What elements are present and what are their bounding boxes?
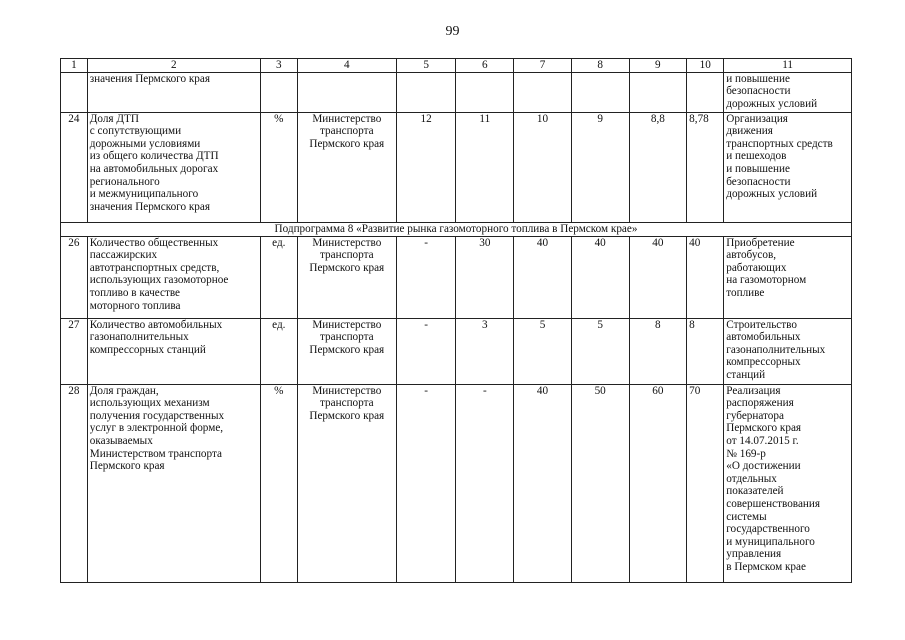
measure-cell: Приобретение автобусов, работающих на газомоторном топливе <box>724 236 852 318</box>
measure-cell: и повышение безопасности дорожных условий <box>724 72 852 112</box>
value-2021: 8,78 <box>687 112 724 222</box>
table-row <box>61 384 852 582</box>
row-number <box>61 72 88 112</box>
value-2018 <box>514 72 572 112</box>
indicator-name: Доля ДТП с сопутствующими дорожными условиями из общего количества ДТП на автомобильных дорогах регионального и межмуниципального значения Пермского края <box>87 112 260 222</box>
measure-cell: Строительство автомобильных газонаполнительных компрессорных станций <box>724 318 852 384</box>
value-2020: 8,8 <box>629 112 687 222</box>
subprogram-row <box>61 222 852 236</box>
value-2021: 8 <box>687 318 724 384</box>
value-2021: 40 <box>687 236 724 318</box>
unit-cell: % <box>260 384 297 582</box>
value-2017: 30 <box>456 236 514 318</box>
table-row <box>61 112 852 222</box>
value-2019: 40 <box>571 236 629 318</box>
column-header-7: 7 <box>514 59 572 73</box>
value-2017 <box>456 72 514 112</box>
indicator-name: Количество автомобильных газонаполнительных компрессорных станций <box>87 318 260 384</box>
responsible-cell <box>297 72 396 112</box>
value-2018: 5 <box>514 318 572 384</box>
value-2017: 3 <box>456 318 514 384</box>
measure-cell: Реализация распоряжения губернатора Пермского края от 14.07.2015 г. № 169-р «О достижении отдельных показателей совершенствования системы государственного и муниципального управления в Пермском крае <box>724 384 852 582</box>
value-2020: 8 <box>629 318 687 384</box>
subprogram-title: Подпрограмма 8 «Развитие рынка газомоторного топлива в Пермском крае» <box>61 222 852 236</box>
value-2017: 11 <box>456 112 514 222</box>
unit-cell <box>260 72 297 112</box>
value-2017: - <box>456 384 514 582</box>
value-2020 <box>629 72 687 112</box>
value-2019: 5 <box>571 318 629 384</box>
value-2016: - <box>396 236 456 318</box>
unit-cell: ед. <box>260 318 297 384</box>
value-2016 <box>396 72 456 112</box>
row-number: 28 <box>61 384 88 582</box>
value-2018: 40 <box>514 236 572 318</box>
value-2021: 70 <box>687 384 724 582</box>
value-2019: 50 <box>571 384 629 582</box>
responsible-cell: Министерство транспорта Пермского края <box>297 384 396 582</box>
column-header-4: 4 <box>297 59 396 73</box>
indicator-name: значения Пермского края <box>87 72 260 112</box>
row-number: 26 <box>61 236 88 318</box>
header-row <box>61 59 852 73</box>
responsible-cell: Министерство транспорта Пермского края <box>297 236 396 318</box>
unit-cell: ед. <box>260 236 297 318</box>
value-2016: - <box>396 384 456 582</box>
column-header-2: 2 <box>87 59 260 73</box>
value-2019: 9 <box>571 112 629 222</box>
column-header-10: 10 <box>687 59 724 73</box>
table-row <box>61 236 852 318</box>
value-2016: - <box>396 318 456 384</box>
value-2018: 10 <box>514 112 572 222</box>
column-header-1: 1 <box>61 59 88 73</box>
row-number: 24 <box>61 112 88 222</box>
unit-cell: % <box>260 112 297 222</box>
table-row <box>61 318 852 384</box>
responsible-cell: Министерство транспорта Пермского края <box>297 318 396 384</box>
column-header-9: 9 <box>629 59 687 73</box>
value-2020: 40 <box>629 236 687 318</box>
indicators-table <box>60 58 852 583</box>
column-header-11: 11 <box>724 59 852 73</box>
value-2018: 40 <box>514 384 572 582</box>
indicator-name: Доля граждан, использующих механизм получения государственных услуг в электронной форме, оказываемых Министерством транспорта Пермского края <box>87 384 260 582</box>
row-number: 27 <box>61 318 88 384</box>
value-2021 <box>687 72 724 112</box>
column-header-3: 3 <box>260 59 297 73</box>
measure-cell: Организация движения транспортных средств и пешеходов и повышение безопасности дорожных условий <box>724 112 852 222</box>
value-2019 <box>571 72 629 112</box>
value-2016: 12 <box>396 112 456 222</box>
column-header-6: 6 <box>456 59 514 73</box>
column-header-8: 8 <box>571 59 629 73</box>
indicator-name: Количество общественных пассажирских автотранспортных средств, использующих газомоторное топливо в качестве моторного топлива <box>87 236 260 318</box>
column-header-5: 5 <box>396 59 456 73</box>
table-row <box>61 72 852 112</box>
value-2020: 60 <box>629 384 687 582</box>
responsible-cell: Министерство транспорта Пермского края <box>297 112 396 222</box>
page-number: 99 <box>445 24 460 39</box>
